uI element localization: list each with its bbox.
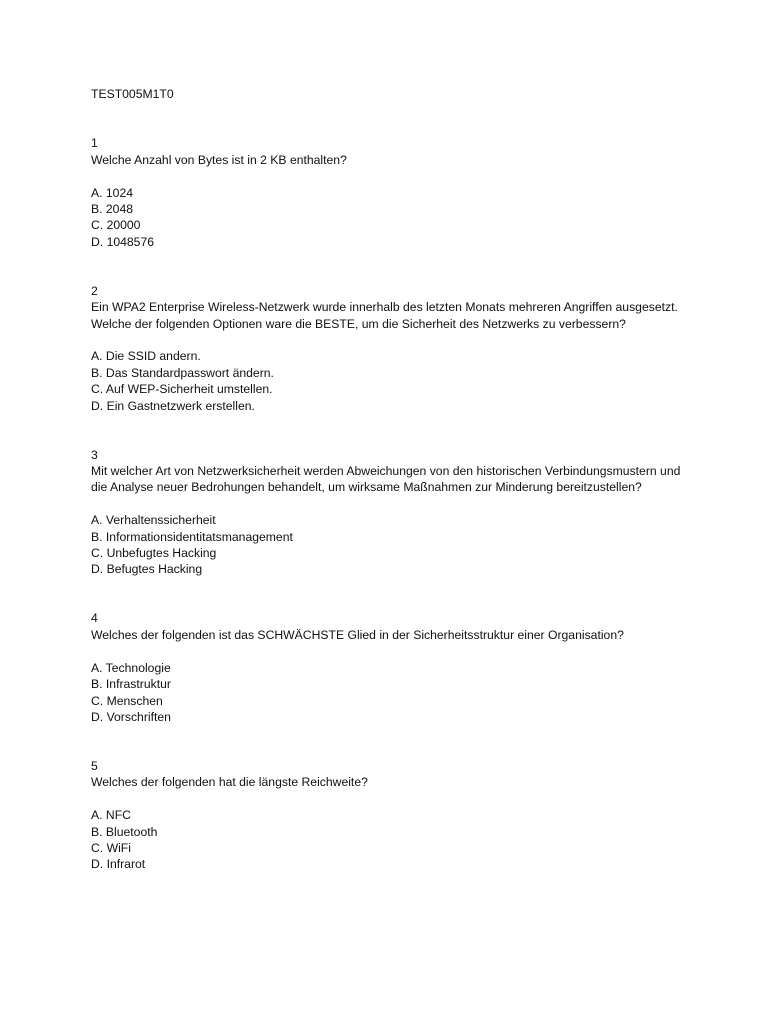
answer-option-b: B. 2048: [91, 202, 134, 217]
answer-option-a: A. NFC: [91, 808, 131, 823]
answer-options: [91, 185, 691, 251]
question-1: [91, 135, 691, 250]
question-text: Mit welcher Art von Netzwerksicherheit werden Abweichungen von den historischen Verbindungsmustern und die Analyse neuer Bedrohungen behandelt, um wirksame Maßnahmen zur Minderung bereitzustellen?: [91, 464, 684, 495]
question-number: 3: [91, 447, 98, 462]
question-text: Ein WPA2 Enterprise Wireless-Netzwerk wurde innerhalb des letzten Monats mehreren Angriffen ausgesetzt. Welche der folgenden Optionen ware die BESTE, um die Sicherheit des Netzwerks zu verbessern?: [91, 300, 682, 331]
answer-option-c: C. Menschen: [91, 693, 163, 708]
question-number: 4: [91, 611, 98, 626]
answer-option-b: B. Das Standardpasswort ändern.: [91, 365, 274, 380]
answer-option-d: D. Infrarot: [91, 857, 146, 872]
answer-option-d: D. Vorschriften: [91, 709, 171, 724]
document-title: TEST005M1T0: [91, 87, 174, 101]
answer-options: [91, 660, 691, 726]
answer-option-c: C. Unbefugtes Hacking: [91, 546, 217, 561]
question-number: 5: [91, 758, 98, 773]
answer-option-d: D. 1048576: [91, 234, 155, 249]
question-3: [91, 447, 691, 578]
answer-option-d: D. Ein Gastnetzwerk erstellen.: [91, 398, 255, 413]
question-number: 1: [91, 136, 98, 151]
answer-option-c: C. Auf WEP-Sicherheit umstellen.: [91, 382, 273, 397]
question-4: [91, 610, 691, 725]
answer-option-b: B. Informationsidentitatsmanagement: [91, 529, 293, 544]
question-text: Welches der folgenden hat die längste Reichweite?: [91, 775, 368, 790]
answer-option-c: C. 20000: [91, 218, 141, 233]
question-2: [91, 283, 691, 414]
answer-option-a: A. Technologie: [91, 660, 171, 675]
answer-option-c: C. WiFi: [91, 840, 131, 855]
answer-option-a: A. Die SSID andern.: [91, 349, 201, 364]
answer-options: [91, 807, 691, 873]
question-5: [91, 758, 691, 873]
question-text: Welche Anzahl von Bytes ist in 2 KB enthalten?: [91, 152, 347, 167]
document-page: [91, 86, 691, 905]
answer-option-b: B. Infrastruktur: [91, 677, 171, 692]
answer-option-a: A. Verhaltenssicherheit: [91, 513, 216, 528]
question-number: 2: [91, 283, 98, 298]
answer-options: [91, 348, 691, 414]
answer-option-b: B. Bluetooth: [91, 824, 158, 839]
answer-option-a: A. 1024: [91, 185, 134, 200]
answer-option-d: D. Befugtes Hacking: [91, 562, 203, 577]
answer-options: [91, 512, 691, 578]
question-text: Welches der folgenden ist das SCHWÄCHSTE Glied in der Sicherheitsstruktur einer Organisation?: [91, 627, 624, 642]
